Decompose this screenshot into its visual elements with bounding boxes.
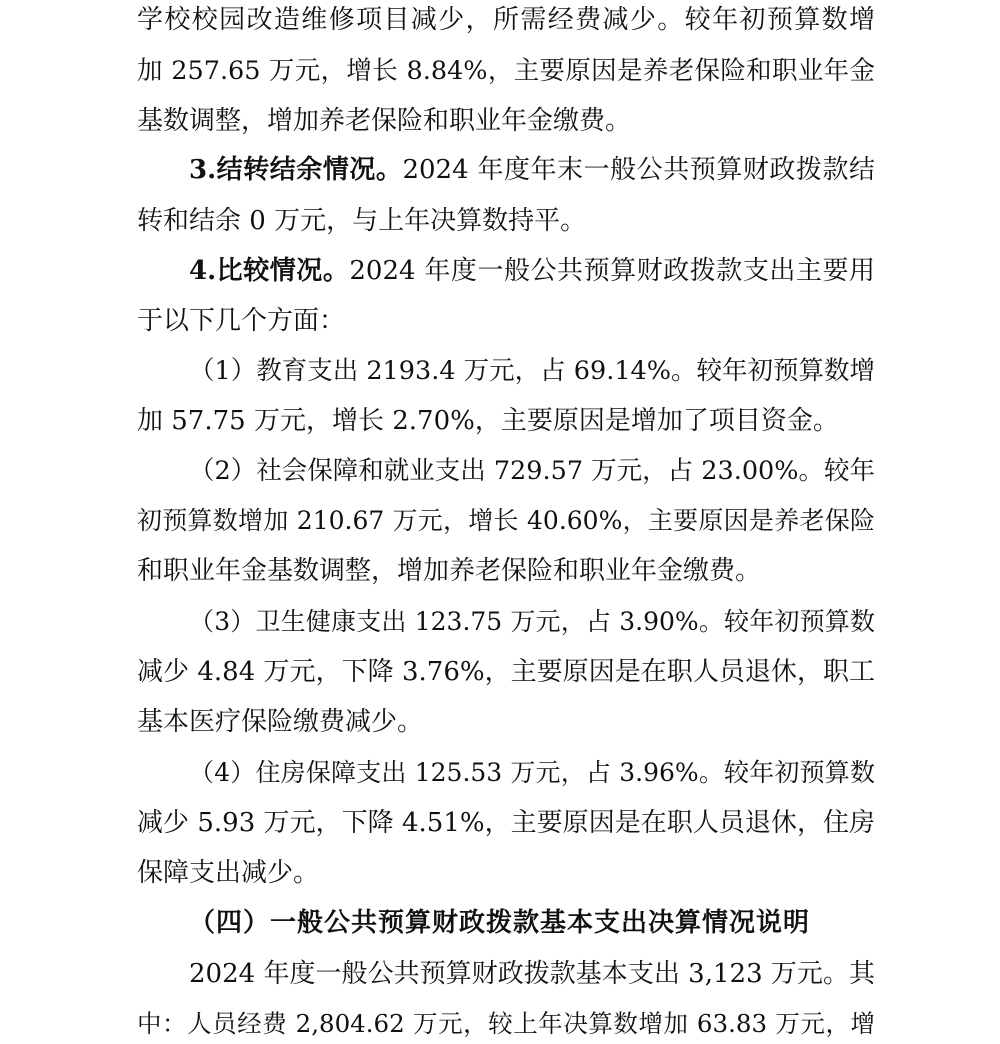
paragraph-line: 减少 4.84 万元，下降 3.76%，主要原因是在职人员退休，职工 (137, 657, 875, 687)
paragraph-line: 保障支出减少。 (137, 858, 320, 888)
paragraph-text: 2024 年度年末一般公共预算财政拨款结 (402, 155, 875, 185)
paragraph-line: 学校校园改造维修项目减少，所需经费减少。较年初预算数增 (137, 5, 875, 35)
paragraph-line: 减少 5.93 万元，下降 4.51%，主要原因是在职人员退休，住房 (137, 808, 875, 838)
section-heading: （四）一般公共预算财政拨款基本支出决算情况说明 (189, 908, 811, 938)
paragraph-line: （4）住房保障支出 125.53 万元，占 3.96%。较年初预算数 (189, 758, 875, 787)
paragraph-text: 2024 年度一般公共预算财政拨款支出主要用 (349, 256, 875, 286)
paragraph-line: 加 257.65 万元，增长 8.84%，主要原因是养老保险和职业年金 (137, 56, 875, 86)
paragraph-line: 基数调整，增加养老保险和职业年金缴费。 (137, 106, 632, 136)
paragraph-line: 2024 年度一般公共预算财政拨款基本支出 3,123 万元。其 (189, 959, 875, 989)
paragraph-line: 中：人员经费 2,804.62 万元，较上年决算数增加 63.83 万元，增 (137, 1009, 875, 1038)
paragraph-line: 加 57.75 万元，增长 2.70%，主要原因是增加了项目资金。 (137, 406, 839, 436)
paragraph-line: 和职业年金基数调整，增加养老保险和职业年金缴费。 (137, 556, 762, 586)
paragraph-lead: 3.结转结余情况。 (189, 155, 403, 185)
paragraph-line (189, 150, 875, 190)
paragraph-lead: 4.比较情况。 (189, 256, 350, 286)
paragraph-line: 初预算数增加 210.67 万元，增长 40.60%，主要原因是养老保险 (137, 506, 875, 535)
paragraph-line: 基本医疗保险缴费减少。 (137, 707, 424, 737)
paragraph-line: （1）教育支出 2193.4 万元，占 69.14%。较年初预算数增 (189, 356, 875, 386)
paragraph-line (189, 251, 875, 291)
paragraph-line: （2）社会保障和就业支出 729.57 万元，占 23.00%。较年 (189, 456, 875, 486)
paragraph-line: （3）卫生健康支出 123.75 万元，占 3.90%。较年初预算数 (189, 607, 875, 636)
paragraph-line: 于以下几个方面： (137, 306, 346, 336)
paragraph-line: 转和结余 0 万元，与上年决算数持平。 (137, 206, 587, 236)
